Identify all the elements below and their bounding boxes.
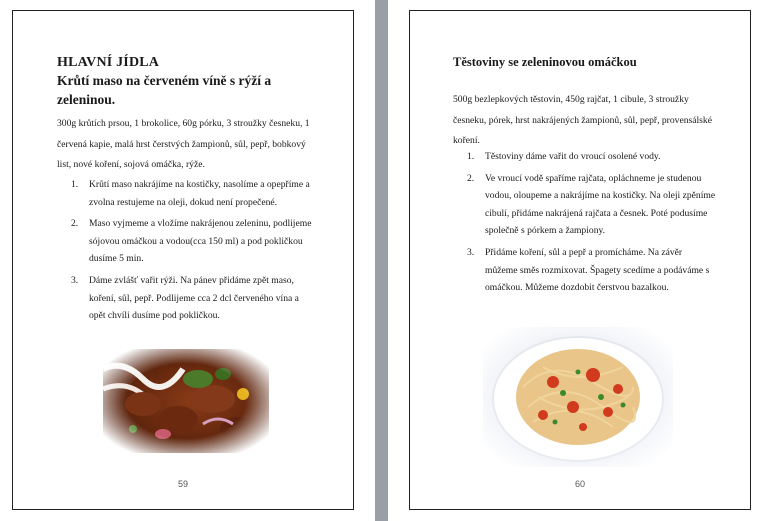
list-item: 2. Maso vyjmeme a vložíme nakrájenou zeleninu, podlijeme sójovou omáčkou a vodou(cca 150 ml) a pod pokličkou dusíme 5 min. bbox=[71, 218, 312, 265]
steps-list bbox=[71, 176, 315, 329]
page-60 bbox=[409, 10, 751, 510]
recipe-title: Těstoviny se zeleninovou omáčkou bbox=[453, 55, 637, 69]
page-number: 59 bbox=[177, 479, 188, 489]
steps-list bbox=[467, 148, 717, 301]
recipe-title: Krůtí maso na červeném víně s rýží a zeleninou. bbox=[57, 73, 272, 107]
ingredients-text: 500g bezlepkových těstovin, 450g rajčat, 1 cibule, 3 stroužky česneku, pórek, hrst nakrájených žampionů, sůl, pepř, provensálské koření. bbox=[453, 94, 712, 146]
turkey-dish-photo bbox=[103, 349, 269, 453]
list-item: 2. Ve vroucí vodě spaříme rajčata, opláchneme je studenou vodou, oloupeme a nakrájíme na kostičky. Na oleji zpěníme cibulí, přidáme nakrájená rajčata a česnek. Poté podusíme společně s pórkem a žampiony. bbox=[467, 172, 716, 237]
ingredients-text: 300g krůtích prsou, 1 brokolice, 60g pórku, 3 stroužky česneku, 1 červená kapie, malá hrst čerstvých žampionů, sůl, pepř, bobkový list, nové koření, sojová omáčka, rýže. bbox=[57, 118, 310, 170]
pasta-dish-photo bbox=[483, 327, 673, 467]
list-item: 1. Krůtí maso nakrájíme na kostičky, nasolíme a opepříme a zvolna restujeme na oleji, dokud není propečené. bbox=[71, 179, 310, 208]
section-title: HLAVNÍ JÍDLA bbox=[57, 55, 160, 70]
page-59 bbox=[12, 10, 354, 510]
page-gutter bbox=[375, 0, 388, 521]
list-item: 3. Přidáme koření, sůl a pepř a promícháme. Na závěr můžeme směs rozmixovat. Špagety scedíme a podáváme s omáčkou. Můžeme dozdobit čerstvou bazalkou. bbox=[467, 246, 710, 294]
list-item: 3. Dáme zvlášť vařit rýži. Na pánev přidáme zpět maso, koření, sůl, pepř. Podlijeme cca 2 dcl červeného vína a opět chvíli dusíme pod pokličkou. bbox=[71, 274, 299, 322]
page-number: 60 bbox=[574, 479, 585, 489]
list-item: 1. Těstoviny dáme vařit do vroucí osolené vody. bbox=[467, 151, 661, 162]
